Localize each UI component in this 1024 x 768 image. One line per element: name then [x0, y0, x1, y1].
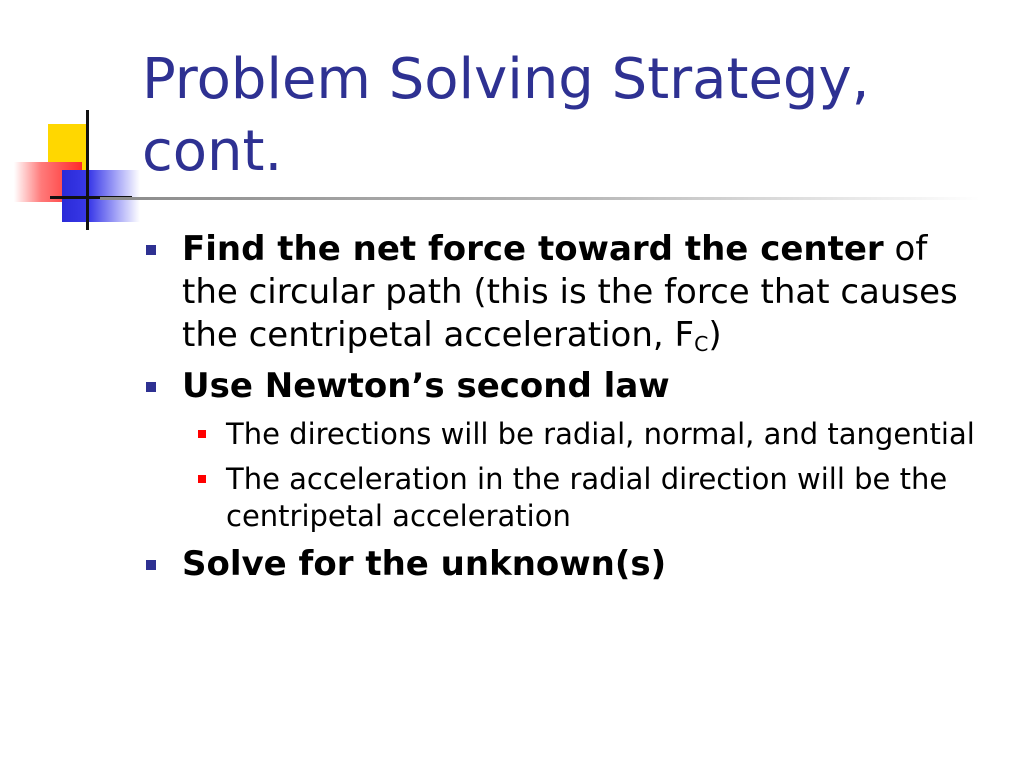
bullet-marker-icon	[146, 560, 156, 570]
slide-title: Problem Solving Strategy, cont.	[142, 47, 870, 184]
sub-bullet-item	[186, 461, 980, 535]
sub-bullet-text: The directions will be radial, normal, and tangential	[226, 417, 975, 451]
bullet-bold-text: Solve for the unknown(s)	[182, 544, 667, 584]
bullet-subscript: C	[694, 332, 709, 357]
logo-vertical-line	[86, 110, 89, 230]
bullet-item	[140, 543, 980, 586]
sub-bullet-text: The acceleration in the radial direction will be the centripetal acceleration	[226, 462, 948, 533]
sub-bullet-marker-icon	[198, 475, 206, 483]
bullet-suffix: )	[708, 315, 722, 355]
bullet-bold-text: Use Newton’s second law	[182, 366, 670, 406]
bullet-marker-icon	[146, 245, 156, 255]
sub-bullet-marker-icon	[198, 430, 206, 438]
bullet-text: of the circular path (this is the force that causes the centripetal acceleration, F	[182, 229, 958, 355]
bullet-item	[140, 228, 980, 357]
slide-body	[140, 228, 980, 594]
bullet-bold-text: Find the net force toward the center	[182, 229, 884, 269]
sub-bullet-item	[186, 416, 980, 453]
bullet-item	[140, 365, 980, 408]
title-divider	[100, 197, 980, 200]
bullet-marker-icon	[146, 382, 156, 392]
slide-logo-icon	[0, 0, 140, 240]
